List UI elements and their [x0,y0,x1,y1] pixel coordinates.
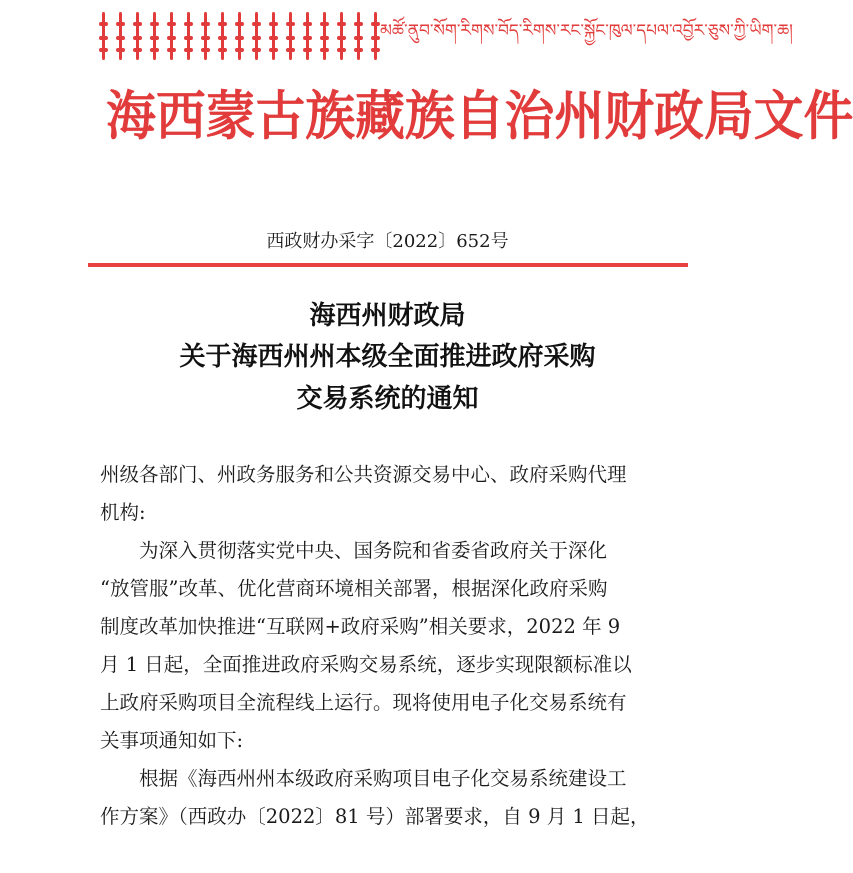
letterhead [0,0,853,170]
mongolian-glyph [184,10,193,62]
body-line: 上政府采购项目全流程线上运行。现将使用电子化交易系统有 [100,691,627,714]
notice-heading-line-3: 交易系统的通知 [296,384,479,414]
mongolian-glyph [303,10,312,62]
mongolian-glyph [218,10,227,62]
letterhead-script-line [95,10,793,72]
mongolian-glyph [337,10,346,62]
body-line: 根据《海西州州本级政府采购项目电子化交易系统建设工 [100,767,627,790]
tibetan-letterhead-text: མཚོ་ནུབ་སོག་རིགས་བོད་རིགས་རང་སྐྱོང་ཁུལ་དཔལ་འབྱོར་ཅུས་ཀྱི་ཡིག་ཆ། [380,21,793,41]
notice-heading-line-1: 海西州财政局 [309,301,466,331]
mongolian-glyph [320,10,329,62]
mongolian-glyph [116,10,125,62]
letterhead-title: 海西蒙古族藏族自治州财政局文件 [106,85,853,147]
mongolian-script-logo [95,10,380,72]
mongolian-glyph [201,10,210,62]
body-line: 作方案》（西政办〔2022〕81 号）部署要求，自 9 月 1 日起， [100,805,650,828]
body-line: “放管服”改革、优化营商环境相关部署，根据深化政府采购 [100,577,608,600]
mongolian-glyph [269,10,278,62]
notice-heading-line-2: 关于海西州州本级全面推进政府采购 [179,342,596,372]
mongolian-glyph [133,10,142,62]
body-line: 为深入贯彻落实党中央、国务院和省委省政府关于深化 [100,539,608,562]
mongolian-glyph [371,10,380,62]
body-line: 关事项通知如下: [100,729,244,752]
mongolian-glyph [167,10,176,62]
mongolian-glyph [99,10,108,62]
mongolian-glyph [252,10,261,62]
red-divider [88,263,688,267]
mongolian-glyph [286,10,295,62]
body-line: 月 1 日起，全面推进政府采购交易系统，逐步实现限额标准以 [100,653,632,676]
document-number: 西政财办采字〔2022〕652号 [266,231,509,252]
body-line: 制度改革加快推进“互联网+政府采购”相关要求，2022 年 9 [100,615,621,638]
body-line: 州级各部门、州政务服务和公共资源交易中心、政府采购代理 [100,463,627,486]
mongolian-glyph [150,10,159,62]
body-line: 机构: [100,501,146,524]
mongolian-glyph [235,10,244,62]
mongolian-glyph [354,10,363,62]
